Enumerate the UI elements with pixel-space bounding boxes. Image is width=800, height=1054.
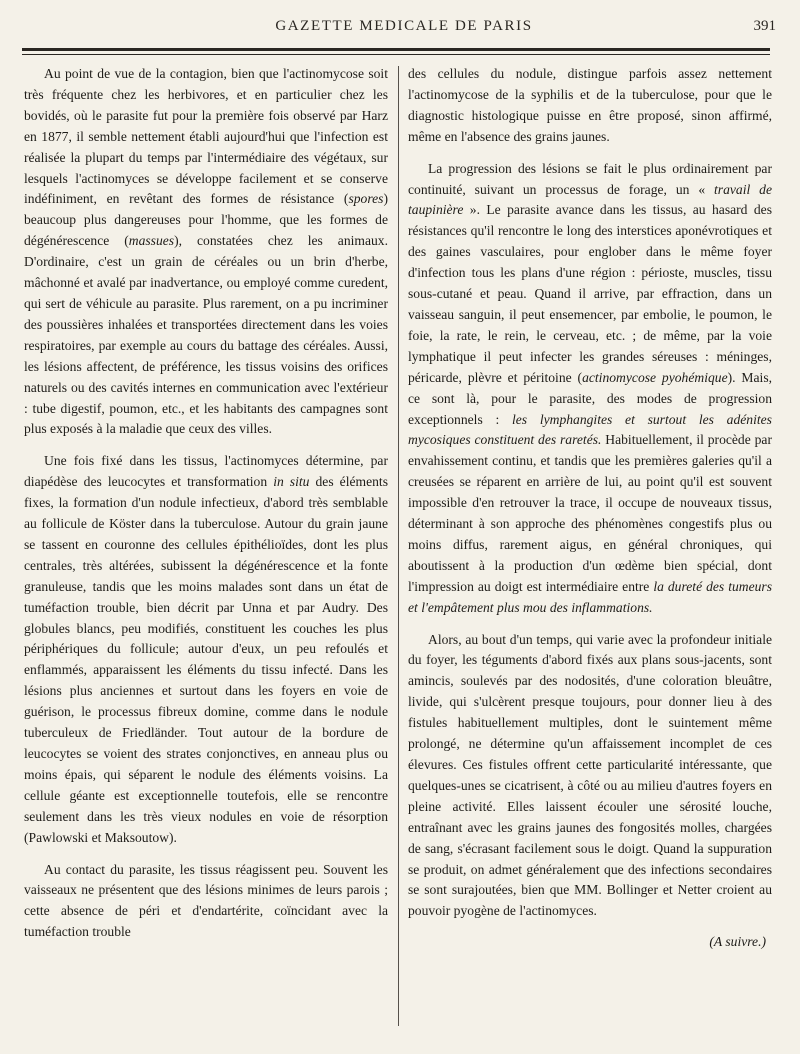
paragraph-nodule (24, 451, 388, 848)
italic-run: massues (128, 233, 175, 249)
left-column (24, 64, 388, 943)
paragraph-progression (408, 159, 772, 619)
text-run: des cellules du nodule, distingue parfois assez nettement l'actinomycose de la syphilis et de la tuberculose, pour que le diagnostic histologique puisse en être proposé, sinon affirmé, même en l'absence des grains jaunes. (408, 66, 772, 144)
text-run: des éléments fixes, la formation d'un nodule infectieux, d'abord très semblable au follicule de Köster dans la tuberculose. Autour du grain jaune se tassent en couronne des cellules épithélioïdes, dont les plus centrales, très altérées, subissent la dégénérescence et la fonte granuleuse, tandis que les moins malades sont dans un état de tuméfaction trouble, bien décrit par Unna et par Audry. Des globules blancs, peu modifiés, constituent les couches les plus périphériques du follicule; autour d'eux, un peu refoulés et enflammés, apparaissent les éléments du tissu infecté. Dans les lésions plus anciennes et surtout dans les foyers en voie de guérison, le processus fibreux domine, comme dans le nodule tuberculeux de Friedländer. Tout autour de la bordure de leucocytes se voient des strates conjonctives, en anneau plus ou moins épais, qui séparent le nodule des éléments voisins. La cellule géante est exceptionnelle toutefois, elle se rencontre seulement dans les très vieux nodules en voie de résorption (Pawlowski et Maksoutow). (24, 474, 388, 845)
text-run: Au point de vue de la contagion, bien que l'actinomycose soit très fréquente chez les herbivores, et en particulier chez les bovidés, où le parasite fut pour la première fois observé par Harz en 1877, il semble nettement établi aujourd'hui que l'infection est réalisée la plupart du temps par l'intermédiaire des végétaux, sur lesquels l'actinomyces se développe facilement et se conserve indéfiniment, en revêtant des formes de résistance ( (24, 66, 388, 207)
page-number: 391 (753, 18, 776, 34)
text-run: La progression des lésions se fait le plus ordinairement par continuité, suivant un processus de forage, un « (408, 160, 772, 197)
italic-run: in situ (273, 474, 310, 490)
text-run: ), constatées chez les animaux. D'ordinaire, c'est un grain de céréales ou un brin d'herbe, mâchonné et avalé par inadvertance, ou employé comme curedent, qui sert de véhicule au parasite. Plus rarement, on a pu incriminer des poussières inhalées et transportées directement dans les voies respiratoires, par exemple au cours du battage des céréales. Aussi, les lésions affectent, de préférence, les tissus voisins des orifices naturels ou des cavités internes en communication avec l'extérieur : tube digestif, poumon, etc., et les habitants des campagnes sont plus exposés à la maladie que ceux des villes. (24, 233, 388, 437)
right-column (408, 64, 772, 953)
italic-run: la dureté des tumeurs et l'empâtement plus mou des inflammations. (408, 578, 772, 615)
text-run: ) beaucoup plus dangereuses pour l'homme, que les formes de dégénérescence ( (24, 191, 388, 249)
header-rule-thick (22, 48, 770, 51)
text-run: Une fois fixé dans les tissus, l'actinomyces détermine, par diapédèse des leucocytes et transformation (24, 453, 388, 490)
text-run: Au contact du parasite, les tissus réagissent peu. Souvent les vaisseaux ne présentent que des lésions minimes de leurs parois ; cette absence de péri et d'endartérite, coïncidant avec la tuméfaction trouble (24, 861, 388, 940)
paragraph-fistules (408, 630, 772, 923)
text-run: Habituellement, il procède par envahissement continu, et tandis que les premières galeries qu'il a creusées se réparent en arrière de lui, au point qu'il est souvent impossible d'en retrouver la trace, il occupe de nouveaux tissus, déterminant à son approche des phénomènes congestifs plus ou moins diffus, rarement aigus, en général chroniques, qui aboutissent à la production d'un œdème bien spécial, dont l'impression au doigt est intermédiaire entre (408, 432, 772, 594)
italic-run: actinomycose pyohémique (582, 369, 728, 385)
running-title: GAZETTE MEDICALE DE PARIS (275, 18, 533, 34)
italic-run: travail de taupinière (408, 181, 772, 218)
text-run: ). Mais, ce sont là, pour le parasite, des modes de progression exceptionnels : (408, 369, 773, 427)
paragraph-continuation (408, 64, 772, 148)
italic-run: spores (348, 191, 384, 207)
text-run: Alors, au bout d'un temps, qui varie avec la profondeur initiale du foyer, les téguments d'abord fixés aux plans sous-jacents, sont amincis, soulevés par des nodosités, d'une coloration bleuâtre, livide, qui s'ulcèrent presque toujours, pour donner lieu à des fistules habituellement multiples, dont le suintement même prolongé, ne détermine qu'un affaissement incomplet de ces élevures. Ces fistules offrent cette particularité intéressante, que quelques-unes se cicatrisent, à côté ou au milieu d'autres foyers en pleine activité. Elles laissent écouler une sérosité louche, entraînant avec les grains jaunes des fongosités molles, chargées de sang, s'écrasant facilement sous le doigt. Quand la suppuration se produit, on admet généralement que des infections secondaires se sont surajoutées, bien que MM. Bollinger et Netter croient au pouvoir pyogène de l'actinomyces. (408, 631, 772, 919)
italic-run: les lymphangites et surtout les adénites mycosiques constituent des raretés. (408, 411, 772, 448)
to-be-continued: (A suivre.) (709, 934, 766, 950)
article-columns (24, 64, 772, 1034)
text-run: ». Le parasite avance dans les tissus, au hasard des résistances qu'il rencontre le long des interstices aponévrotiques et des gaines vasculaires, pour englober dans le même foyer d'infection tous les plans d'une région : périoste, muscles, tissu sous-cutané et peau. Quand il arrive, par effraction, dans un vaisseau sanguin, il peut ensemencer, par embolie, le poumon, le foie, la rate, le rein, le cerveau, etc. ; de même, par la voie lymphatique il peut infecter les grandes séreuses : méninges, péricarde, plèvre et péritoine ( (408, 202, 772, 385)
header-rule-thin (22, 54, 770, 55)
paragraph-contagion (24, 64, 388, 440)
paragraph-tissue-reaction (24, 860, 388, 944)
page-header (28, 16, 780, 42)
column-divider (398, 66, 399, 1026)
